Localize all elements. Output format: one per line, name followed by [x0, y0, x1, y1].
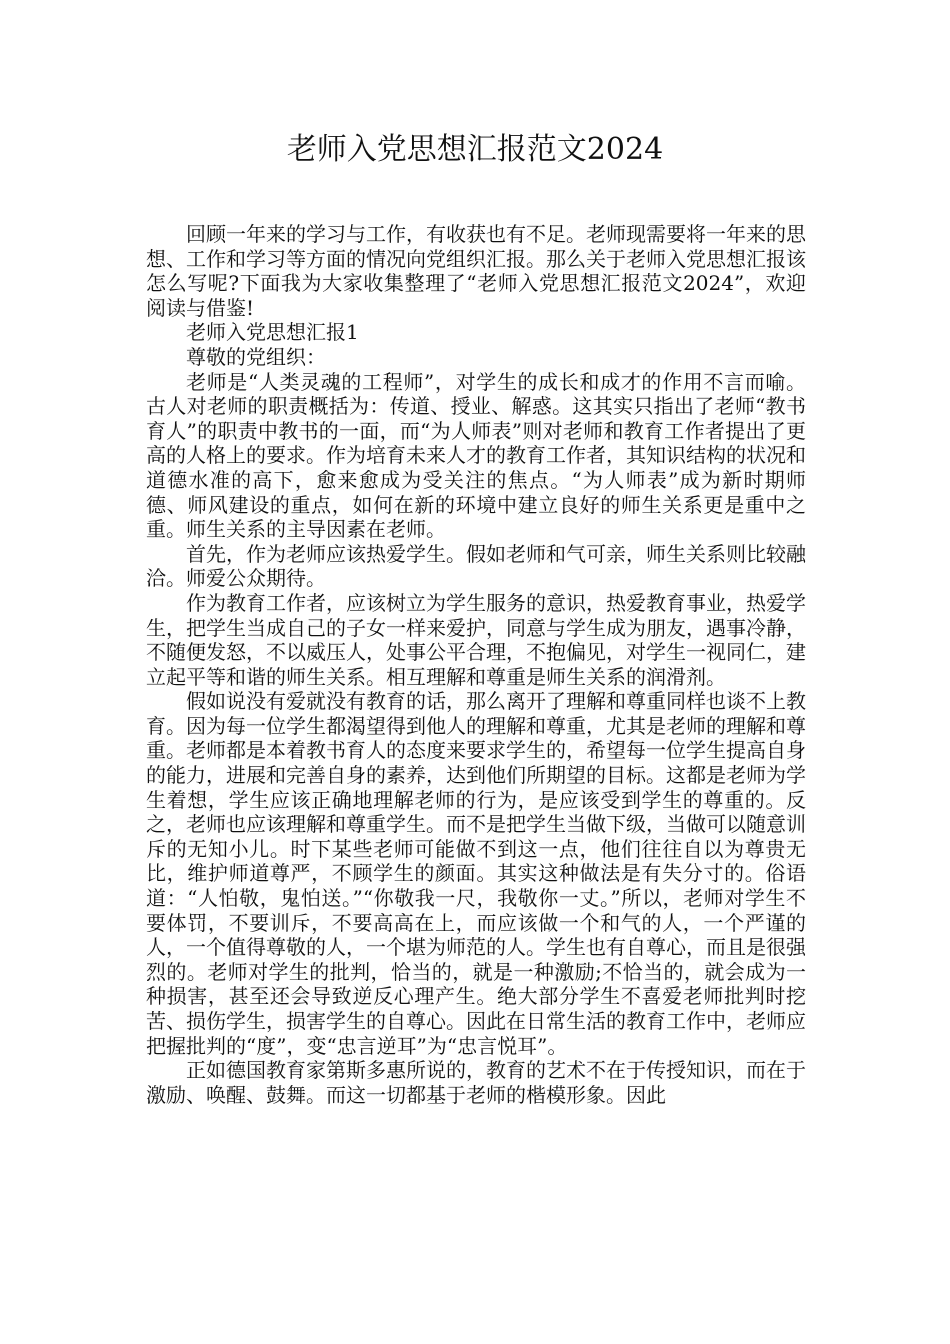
salutation: 尊敬的党组织：: [186, 344, 326, 369]
body-paragraph: 正如德国教育家第斯多惠所说的，教育的艺术不在于传授知识，而在于激励、唤醒、鼓舞。而这一切都基于老师的楷模形象。因此: [146, 1058, 806, 1107]
intro-paragraph: 回顾一年来的学习与工作，有收获也有不足。老师现需要将一年来的思想、工作和学习等方面的情况向党组织汇报。那么关于老师入党思想汇报该怎么写呢?下面我为大家收集整理了“老师入党思想汇报范文2024”，欢迎阅读与借鉴!: [146, 222, 806, 320]
document-title: 老师入党思想汇报范文2024: [286, 132, 664, 167]
body-paragraph: 老师是“人类灵魂的工程师”，对学生的成长和成才的作用不言而喻。古人对老师的职责概括为：传道、授业、解惑。这其实只指出了老师“教书育人”的职责中教书的一面，而“为人师表”则对老师和教育工作者提出了更高的人格上的要求。作为培育未来人才的教育工作者，其知识结构的状况和道德水准的高下，愈来愈成为受关注的焦点。“为人师表”成为新时期师德、师风建设的重点，如何在新的环境中建立良好的师生关系更是重中之重。师生关系的主导因素在老师。: [146, 369, 806, 542]
body-paragraph: 首先，作为老师应该热爱学生。假如老师和气可亲，师生关系则比较融洽。师爱公众期待。: [146, 541, 806, 591]
section-heading: 老师入党思想汇报1: [186, 320, 359, 345]
body-paragraph: 假如说没有爱就没有教育的话，那么离开了理解和尊重同样也谈不上教育。因为每一位学生都渴望得到他人的理解和尊重，尤其是老师的理解和尊重。老师都是本着教书育人的态度来要求学生的，希望每一位学生提高自身的能力，进展和完善自身的素养，达到他们所期望的目标。这都是老师为学生着想，学生应该正确地理解老师的行为，是应该受到学生的尊重的。反之，老师也应该理解和尊重学生。而不是把学生当做下级，当做可以随意训斥的无知小儿。时下某些老师可能做不到这一点，他们往往自以为尊贵无比，维护师道尊严，不顾学生的颜面。其实这种做法是有失分寸的。俗语道：“人怕敬，鬼怕送。”“你敬我一尺，我敬你一丈。”所以，老师对学生不要体罚，不要训斥，不要高高在上，而应该做一个和气的人，一个严谨的人，一个值得尊敬的人，一个堪为师范的人。学生也有自尊心，而且是很强烈的。老师对学生的批判，恰当的，就是一种激励;不恰当的，就会成为一种损害，甚至还会导致逆反心理产生。绝大部分学生不喜爱老师批判时挖苦、损伤学生，损害学生的自尊心。因此在日常生活的教育工作中，老师应把握批判的“度”，变“忠言逆耳”为“忠言悦耳”。: [146, 689, 806, 1058]
body-paragraph: 作为教育工作者，应该树立为学生服务的意识，热爱教育事业，热爱学生，把学生当成自己的子女一样来爱护，同意与学生成为朋友，遇事冷静，不随便发怒，不以威压人，处事公平合理，不抱偏见，对学生一视同仁，建立起平等和谐的师生关系。相互理解和尊重是师生关系的润滑剂。: [146, 590, 806, 689]
document-body: [146, 222, 806, 1107]
